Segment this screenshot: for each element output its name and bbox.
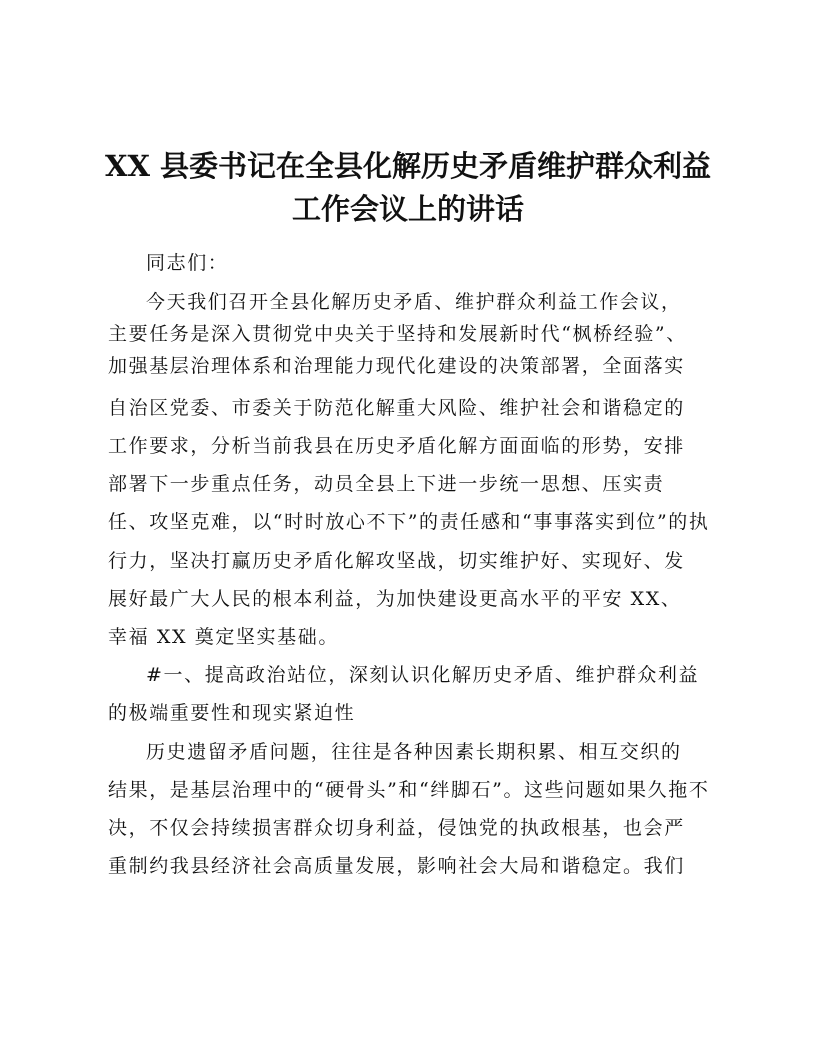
body-line: 任、攻坚克难，以“时时放心不下”的责任感和“事事落实到位”的执 [108,511,710,533]
section-heading-continued: 的极端重要性和现实紧迫性 [108,702,356,724]
section-heading: #一、提高政治站位，深刻认识化解历史矛盾、维护群众利益 [146,664,700,686]
salutation: 同志们： [146,252,229,274]
body-line: 决，不仅会持续损害群众切身利益，侵蚀党的执政根基，也会严 [108,817,685,839]
body-line: 部署下一步重点任务，动员全县上下进一步统一思想、压实责 [108,473,665,495]
body-line: 行力，坚决打赢历史矛盾化解攻坚战，切实维护好、实现好、发 [108,550,685,572]
body-line: 历史遗留矛盾问题，往往是各种因素长期积累、相互交织的 [146,741,682,763]
body-line: 加强基层治理体系和治理能力现代化建设的决策部署，全面落实 [108,355,685,377]
body-line: 重制约我县经济社会高质量发展，影响社会大局和谐稳定。我们 [108,855,685,877]
body-line: 结果，是基层治理中的“硬骨头”和“绊脚石”。这些问题如果久拖不 [108,779,710,801]
body-line: 展好最广大人民的根本利益，为加快建设更高水平的平安 XX、 [108,588,682,610]
body-line: 主要任务是深入贯彻党中央关于坚持和发展新时代“枫桥经验”、 [108,323,687,345]
body-line: 今天我们召开全县化解历史矛盾、维护群众利益工作会议， [146,291,682,313]
document-title-line-2: 工作会议上的讲话 [291,192,524,226]
body-line: 工作要求，分析当前我县在历史矛盾化解方面面临的形势，安排 [108,435,685,457]
body-line: 自治区党委、市委关于防范化解重大风险、维护社会和谐稳定的 [108,397,685,419]
body-line: 幸福 XX 奠定坚实基础。 [108,626,339,648]
document-title-line-1: XX 县委书记在全县化解历史矛盾维护群众利益 [104,149,712,183]
